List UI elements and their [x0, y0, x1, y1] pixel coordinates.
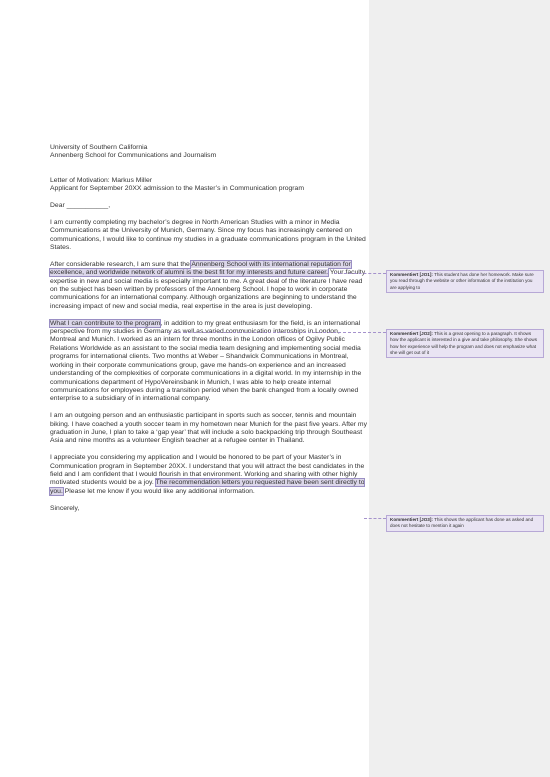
institution-name: University of Southern California — [50, 144, 148, 151]
highlight-jo3[interactable]: The recommendation letters you requested have been sent directly to you. — [50, 479, 365, 495]
letter-document — [50, 144, 368, 513]
closing: Sincerely, — [50, 504, 80, 512]
comment-margin-pane — [369, 0, 550, 777]
comment-author-tag: Kommentiert [JO3]: — [390, 517, 433, 522]
comment-author-tag: Kommentiert [JO2]: — [390, 331, 433, 336]
paragraph-2-start: After considerable research, I am sure that the — [50, 260, 192, 268]
comment-text: This student has done her homework. Make sure you read through the website or other information of the institution you are applying to — [390, 272, 534, 290]
comment-text: This is a great opening to a paragraph. It shows how the applicant is interested in a give and take philosophy. She shows how her experience will help the program and does not emphasize what she will get out of it — [390, 331, 538, 355]
comment-jo2[interactable] — [386, 329, 544, 358]
comment-connector-3 — [364, 518, 386, 519]
letter-title: Letter of Motivation: Markus Miller — [50, 176, 152, 184]
comment-jo1[interactable] — [386, 270, 544, 293]
paragraph-2-rest: Your faculty expertise in new and social media is especially important to me. A great deal of the literature I have read on the subject has been written by professors of the Annenberg School. I hope to work in corporate communications for an international company. Although organizations are beginning to understand the increasing impact of new and social media, real expertise in the area is just developing. — [50, 269, 366, 310]
comment-author-tag: Kommentiert [JO1]: — [390, 272, 433, 277]
comment-connector-2 — [168, 332, 386, 333]
highlight-jo1[interactable]: Annenberg School with its international reputation for excellence, and worldwide network of alumni is the best fit for my interests and future career. — [50, 260, 351, 277]
paragraph-2 — [50, 261, 368, 311]
school-name: Annenberg School for Communications and Journalism — [50, 152, 217, 160]
paragraph-5-start: I appreciate you considering my application and I would be honored to be part of your Master’s in Communication program in September 20XX. I understand that you will attract the best candidates in the field and I am confident that I would flourish in that environment. Working and sharing with other highly motivated students would be a joy. — [50, 454, 365, 487]
paragraph-4: I am an outgoing person and an enthusiastic participant in sports such as soccer, tennis and mountain biking. I have coached a youth soccer team in my hometown near Munich for the past five years. After my graduation in June, I plan to take a ‘gap year’ that will include a solo backpacking trip through Southeast Asia and nine months as a volunteer English teacher at a refugee center in Thailand. — [50, 412, 367, 445]
comment-jo3[interactable] — [386, 515, 544, 532]
paragraph-5 — [50, 454, 368, 496]
paragraph-1: I am currently completing my bachelor’s degree in North American Studies with a minor in Media Communications at the University of Munich, Germany. Since my focus has increasingly centered on communications, I would like to continue my studies in a graduate communications program in the United States. — [50, 218, 366, 252]
highlight-jo2[interactable]: What I can contribute to the program — [50, 319, 161, 327]
comment-connector-1 — [334, 273, 386, 274]
paragraph-3-rest: , in addition to my great enthusiasm for the field, is an international perspective from my studies in Germany as well as varied communication internships in London, Montreal and Munich. I worked as an intern for three months in the London offices of Ogilvy Public Relations Worldwide as an assistant to the social media team designing and implementing social media programs for international clients. Two months at Weber – Shandwick Communications in Montreal, working in their corporate communications group, gave me hands-on experience and an increased understanding of the complexities of corporate communications in a digital world. In my internship in the communications department of HypoVereinsbank in Munich, I was able to help create internal communications for employees during a transition period when the bank changed from a locally owned enterprise to a subsidiary of in international company. — [50, 319, 362, 403]
comment-text: This shows the applicant has done as asked and does not hesitate to mention it again — [390, 517, 534, 529]
salutation: Dear ___________, — [50, 202, 111, 210]
paragraph-5-rest: Please let me know if you would like any additional information. — [62, 487, 255, 495]
letter-subtitle: Applicant for September 20XX admission to the Master’s in Communication program — [50, 185, 304, 193]
